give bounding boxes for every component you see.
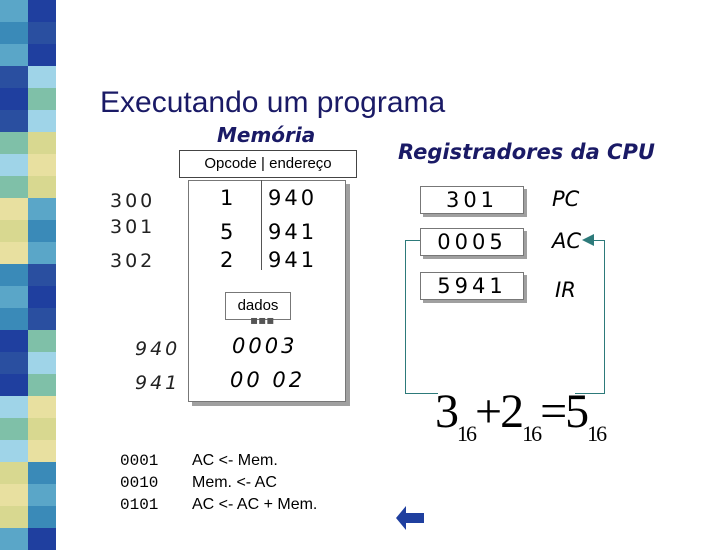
page-title: Executando um programa bbox=[100, 86, 446, 119]
memory-column-separator bbox=[261, 180, 262, 270]
strip-tile bbox=[28, 264, 56, 286]
legend-desc: Mem. <- AC bbox=[192, 474, 277, 491]
opcode-value: 5 bbox=[220, 220, 237, 244]
strip-tile bbox=[0, 154, 28, 176]
strip-tile bbox=[28, 308, 56, 330]
legend-descriptions bbox=[192, 450, 317, 516]
strip-tile bbox=[28, 330, 56, 352]
operand-value: 940 bbox=[268, 186, 318, 210]
strip-tile bbox=[0, 0, 28, 22]
legend-code: 0010 bbox=[120, 474, 159, 492]
data-value: 00 02 bbox=[230, 368, 306, 392]
back-arrow-icon[interactable] bbox=[396, 503, 424, 533]
register-pc-label: PC bbox=[552, 187, 580, 211]
formula-base: 16 bbox=[587, 421, 606, 446]
strip-tile bbox=[0, 44, 28, 66]
strip-tile bbox=[28, 0, 56, 22]
address-label: 302 bbox=[110, 250, 156, 272]
strip-tile bbox=[28, 66, 56, 88]
register-ir-value: 5941 bbox=[420, 272, 524, 300]
formula-base: 16 bbox=[522, 421, 541, 446]
strip-tile bbox=[0, 506, 28, 528]
arrow-line bbox=[405, 240, 406, 393]
register-pc-value: 301 bbox=[420, 186, 524, 214]
strip-tile bbox=[28, 484, 56, 506]
strip-tile bbox=[28, 440, 56, 462]
strip-tile bbox=[28, 220, 56, 242]
strip-tile bbox=[0, 440, 28, 462]
strip-tile bbox=[28, 286, 56, 308]
operand-value: 941 bbox=[268, 248, 318, 272]
formula-result: 5 bbox=[565, 385, 588, 438]
strip-tile bbox=[28, 88, 56, 110]
strip-tile bbox=[28, 418, 56, 440]
opcode-value: 2 bbox=[220, 248, 237, 272]
legend-desc: AC <- Mem. bbox=[192, 452, 278, 469]
strip-tile bbox=[0, 88, 28, 110]
opcode-address-header: Opcode | endereço bbox=[179, 150, 357, 178]
strip-tile bbox=[28, 22, 56, 44]
register-ir-label: IR bbox=[555, 278, 576, 302]
strip-tile bbox=[28, 132, 56, 154]
register-ac-label: AC bbox=[552, 229, 582, 253]
equals-sign: = bbox=[540, 385, 566, 438]
strip-tile bbox=[0, 264, 28, 286]
hex-sum-formula bbox=[435, 384, 605, 447]
strip-tile bbox=[0, 330, 28, 352]
strip-tile bbox=[0, 242, 28, 264]
strip-tile bbox=[0, 418, 28, 440]
strip-tile bbox=[0, 308, 28, 330]
decorative-strip bbox=[0, 0, 56, 540]
arrow-head-icon bbox=[582, 233, 596, 247]
register-ac-value: 0005 bbox=[420, 228, 524, 256]
strip-tile bbox=[0, 528, 28, 550]
strip-tile bbox=[0, 484, 28, 506]
strip-tile bbox=[0, 132, 28, 154]
strip-tile bbox=[28, 462, 56, 484]
strip-tile bbox=[28, 506, 56, 528]
address-label: 300 bbox=[110, 190, 156, 212]
strip-tile bbox=[0, 352, 28, 374]
address-label: 940 bbox=[135, 338, 181, 360]
strip-tile bbox=[28, 44, 56, 66]
strip-tile bbox=[0, 396, 28, 418]
address-label: 301 bbox=[110, 216, 156, 238]
strip-tile bbox=[0, 198, 28, 220]
strip-tile bbox=[28, 198, 56, 220]
arrow-line bbox=[405, 393, 438, 394]
strip-tile bbox=[0, 286, 28, 308]
strip-tile bbox=[28, 528, 56, 550]
data-value: 0003 bbox=[232, 334, 298, 358]
strip-tile bbox=[28, 396, 56, 418]
strip-tile bbox=[0, 22, 28, 44]
address-label: 941 bbox=[135, 372, 181, 394]
strip-tile bbox=[0, 110, 28, 132]
strip-tile bbox=[0, 176, 28, 198]
memory-title: Memória bbox=[217, 123, 316, 147]
opcode-value: 1 bbox=[220, 186, 237, 210]
registers-title: Registradores da CPU bbox=[398, 140, 655, 164]
arrow-line bbox=[604, 240, 605, 394]
ellipsis-icon: ▪▪▪ bbox=[250, 313, 275, 327]
legend-desc: AC <- AC + Mem. bbox=[192, 496, 318, 513]
arrow-line bbox=[405, 240, 420, 241]
strip-tile bbox=[28, 374, 56, 396]
strip-tile bbox=[0, 66, 28, 88]
strip-tile bbox=[0, 220, 28, 242]
formula-base: 16 bbox=[457, 421, 475, 446]
strip-tile bbox=[28, 242, 56, 264]
plus-sign: + bbox=[475, 385, 501, 438]
legend-code: 0101 bbox=[120, 496, 159, 514]
strip-tile bbox=[0, 374, 28, 396]
strip-tile bbox=[28, 176, 56, 198]
operand-value: 941 bbox=[268, 220, 318, 244]
legend-codes bbox=[120, 450, 158, 516]
strip-tile bbox=[28, 110, 56, 132]
strip-tile bbox=[28, 154, 56, 176]
legend-code: 0001 bbox=[120, 452, 159, 470]
data-section-label: dados bbox=[225, 292, 291, 320]
strip-tile bbox=[28, 352, 56, 374]
formula-operand-a: 3 bbox=[435, 385, 457, 438]
formula-operand-b: 2 bbox=[500, 385, 523, 438]
strip-tile bbox=[0, 462, 28, 484]
